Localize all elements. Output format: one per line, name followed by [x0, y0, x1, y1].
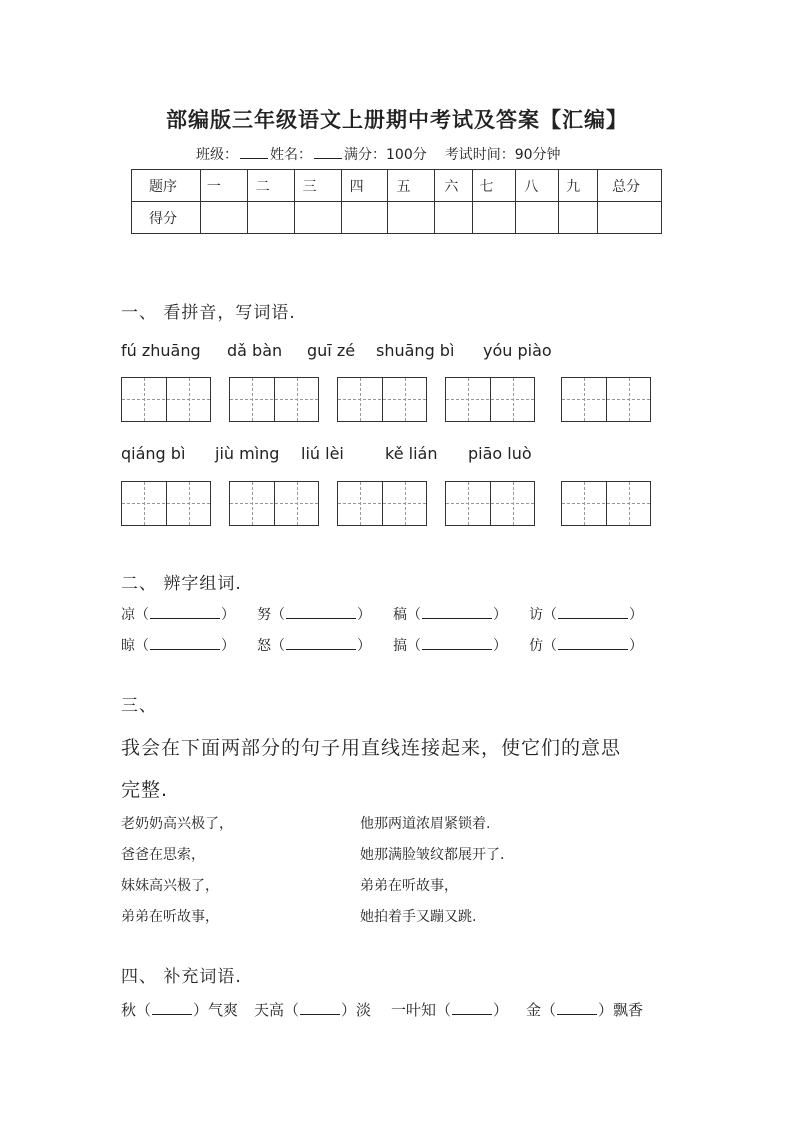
char-prefix: 晾（ — [121, 638, 149, 654]
answer-blank[interactable] — [286, 637, 356, 650]
section3-heading: 三、 — [121, 696, 157, 716]
score-table-header-row — [132, 170, 662, 202]
pinyin: dǎ bàn — [227, 341, 283, 360]
score-cell[interactable] — [341, 202, 388, 234]
idiom-suffix: ）飘香 — [598, 1001, 644, 1019]
writing-grid[interactable] — [229, 481, 319, 526]
table-cell: 八 — [516, 170, 559, 202]
score-cell[interactable] — [473, 202, 516, 234]
answer-blank[interactable] — [422, 637, 492, 650]
idiom-prefix: 秋（ — [121, 1001, 152, 1019]
section2-heading: 二、 辨字组词. — [121, 574, 242, 594]
table-cell: 五 — [388, 170, 435, 202]
match-left-item[interactable]: 弟弟在听故事， — [121, 909, 219, 925]
char-close: ） — [221, 638, 235, 654]
writing-grid[interactable] — [445, 377, 535, 422]
char-prefix: 访（ — [529, 607, 557, 623]
idiom-blank[interactable] — [300, 1002, 340, 1015]
name-label: 姓名： — [270, 147, 312, 163]
match-right-item[interactable]: 他那两道浓眉紧锁着. — [360, 816, 491, 832]
pinyin: yóu piào — [483, 341, 552, 360]
table-cell: 三 — [294, 170, 341, 202]
writing-grid[interactable] — [337, 481, 427, 526]
answer-blank[interactable] — [150, 606, 220, 619]
writing-grid[interactable] — [121, 481, 211, 526]
idiom-suffix: ）淡 — [341, 1001, 372, 1019]
idiom-blank[interactable] — [557, 1002, 597, 1015]
match-right-item[interactable]: 她那满脸皱纹都展开了. — [360, 847, 505, 863]
idiom-prefix: 金（ — [526, 1001, 557, 1019]
char-close: ） — [629, 638, 643, 654]
score-cell[interactable] — [516, 202, 559, 234]
pinyin: shuāng bì — [376, 341, 455, 360]
exam-time: 考试时间：90分钟 — [444, 147, 561, 163]
table-cell: 二 — [247, 170, 294, 202]
score-table-score-row — [132, 202, 662, 234]
writing-grid[interactable] — [229, 377, 319, 422]
writing-grid[interactable] — [561, 481, 651, 526]
class-blank[interactable] — [240, 146, 268, 159]
section4-heading: 四、 补充词语. — [121, 967, 242, 987]
score-cell[interactable] — [200, 202, 247, 234]
idiom-blank[interactable] — [452, 1002, 492, 1015]
section3-instruction-cont: 完整. — [121, 779, 169, 801]
idiom-blank[interactable] — [152, 1002, 192, 1015]
score-cell[interactable] — [559, 202, 598, 234]
char-close: ） — [493, 607, 507, 623]
idiom-suffix: ） — [493, 1001, 509, 1019]
match-left-item[interactable]: 妹妹高兴极了， — [121, 878, 219, 894]
char-prefix: 稿（ — [393, 607, 421, 623]
writing-grid[interactable] — [121, 377, 211, 422]
match-left-item[interactable]: 爸爸在思索， — [121, 847, 205, 863]
idiom-suffix: ）气爽 — [193, 1001, 239, 1019]
table-cell: 总分 — [598, 170, 662, 202]
score-cell[interactable] — [247, 202, 294, 234]
class-label: 班级： — [196, 147, 238, 163]
page-title: 部编版三年级语文上册期中考试及答案【汇编】 — [166, 107, 628, 132]
char-prefix: 努（ — [257, 607, 285, 623]
name-blank[interactable] — [314, 146, 342, 159]
char-close: ） — [221, 607, 235, 623]
section3-instruction: 我会在下面两部分的句子用直线连接起来，使它们的意思 — [121, 737, 622, 759]
pinyin: fú zhuāng — [121, 341, 201, 360]
pinyin: kě lián — [385, 444, 438, 463]
answer-blank[interactable] — [286, 606, 356, 619]
table-cell: 六 — [435, 170, 473, 202]
answer-blank[interactable] — [558, 637, 628, 650]
score-table — [131, 169, 662, 234]
char-prefix: 仿（ — [529, 638, 557, 654]
full-score: 满分：100分 — [344, 147, 427, 163]
char-close: ） — [629, 607, 643, 623]
writing-grid[interactable] — [445, 481, 535, 526]
idiom-prefix: 一叶知（ — [391, 1001, 452, 1019]
match-right-item[interactable]: 她拍着手又蹦又跳. — [360, 909, 477, 925]
char-close: ） — [357, 607, 371, 623]
match-right-item[interactable]: 弟弟在听故事， — [360, 878, 458, 894]
answer-blank[interactable] — [422, 606, 492, 619]
table-cell: 题序 — [132, 170, 201, 202]
pinyin: jiù mìng — [215, 444, 280, 463]
pinyin: liú lèi — [301, 444, 344, 463]
score-cell[interactable] — [598, 202, 662, 234]
answer-blank[interactable] — [558, 606, 628, 619]
answer-blank[interactable] — [150, 637, 220, 650]
match-left-item[interactable]: 老奶奶高兴极了， — [121, 816, 233, 832]
score-cell[interactable] — [388, 202, 435, 234]
pinyin: piāo luò — [468, 444, 532, 463]
char-close: ） — [493, 638, 507, 654]
score-cell[interactable] — [294, 202, 341, 234]
exam-meta — [196, 144, 561, 164]
char-close: ） — [357, 638, 371, 654]
score-label: 得分 — [132, 202, 201, 234]
table-cell: 四 — [341, 170, 388, 202]
char-prefix: 搞（ — [393, 638, 421, 654]
pinyin: guī zé — [307, 341, 356, 360]
char-prefix: 凉（ — [121, 607, 149, 623]
section1-heading: 一、 看拼音，写词语. — [121, 303, 296, 323]
writing-grid[interactable] — [561, 377, 651, 422]
char-prefix: 怒（ — [257, 638, 285, 654]
writing-grid[interactable] — [337, 377, 427, 422]
table-cell: 七 — [473, 170, 516, 202]
pinyin: qiáng bì — [121, 444, 186, 463]
table-cell: 九 — [559, 170, 598, 202]
table-cell: 一 — [200, 170, 247, 202]
score-cell[interactable] — [435, 202, 473, 234]
idiom-prefix: 天高（ — [254, 1001, 300, 1019]
